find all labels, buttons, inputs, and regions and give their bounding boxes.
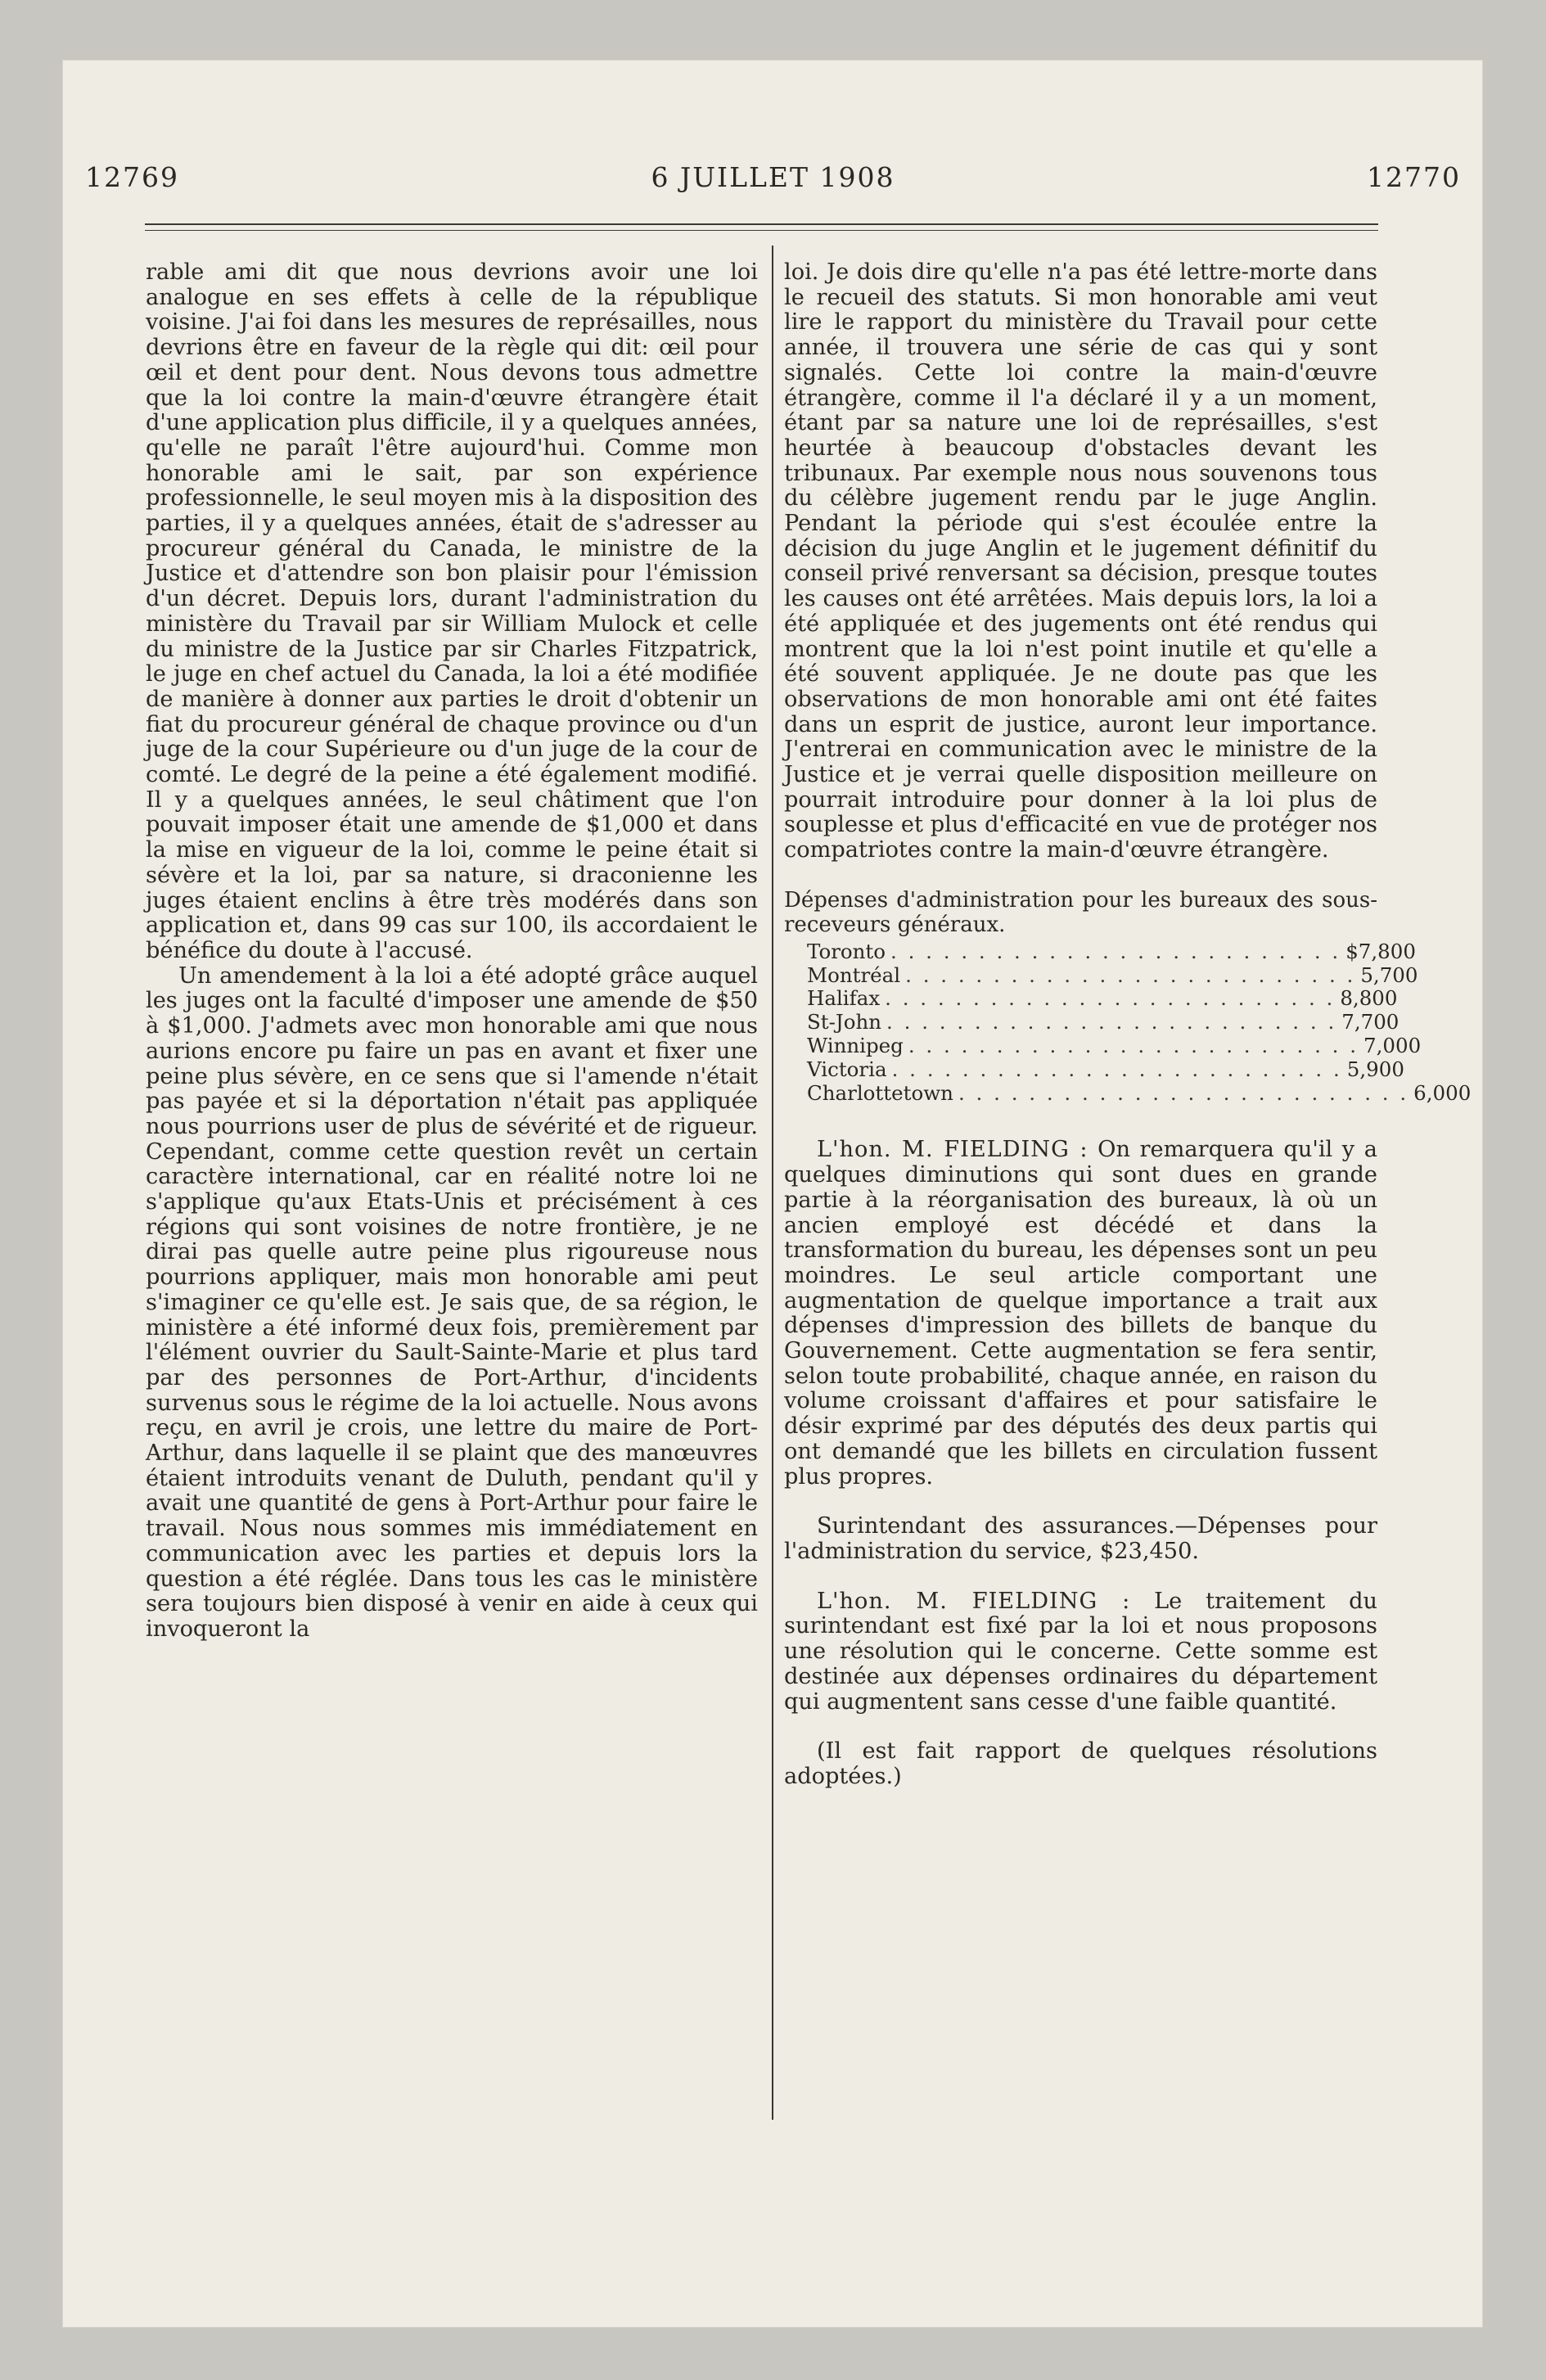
header-rule-thin: [145, 230, 1378, 231]
table-row: [807, 1010, 1400, 1034]
paragraph: Un amendement à la loi a été adopté grâce auquel les juges ont la faculté d'imposer une amende de $50 à $1,000. J'admets avec mon honorable ami que nous aurions encore pu faire un pas en avant et fixer une peine plus sévère, en ce sens que si l'amende n'était pas payée et si la déportation n'était pas appliquée nous pourrions user de plus de sévérité et de rigueur. Cependant, comme cette question revêt un certain caractère international, car en réalité notre loi ne s'applique qu'aux Etats-Unis et précisément à ces régions qui sont voisines de notre frontière, je ne dirai pas quelle autre peine plus rigoureuse nous pourrions appliquer, mais mon honorable ami peut s'imaginer ce qu'elle est. Je sais que, de sa région, le ministère a été informé deux fois, premièrement par l'élément ouvrier du Sault-Sainte-Marie et plus tard par des personnes de Port-Arthur, d'incidents survenus sous le régime de la loi actuelle. Nous avons reçu, en avril je crois, une lettre du maire de Port-Arthur, dans laquelle il se plaint que des manœuvres étaient introduits venant de Duluth, pendant qu'il y avait une quantité de gens à Port-Arthur pour faire le travail. Nous nous sommes mis immédiatement en communication avec les parties et depuis lors la question a été réglée. Dans tous les cas le ministère sera toujours bien disposé à venir en aide à ceux qui invoqueront la: [146, 962, 758, 1642]
speech-text: On remarquera qu'il y a quelques diminutions qui sont dues en grande partie à la réorganisation des bureaux, là où un ancien employé est décédé et dans la transformation du bureau, les dépenses sont un peu moindres. Le seul article comportant une augmentation de quelque importance a trait aux dépenses d'impression des billets de banque du Gouvernement. Cette augmentation se fera sentir, selon toute probabilité, chaque année, en raison du volume croissant d'affaires et pour satisfaire le désir exprimé par des députés des deux partis qui ont demandé que les billets en circulation fussent plus propres.: [784, 1137, 1377, 1490]
table-cell-amount: 7,700: [1341, 1010, 1400, 1034]
table-cell-amount: 8,800: [1340, 986, 1398, 1011]
table-row: [807, 1080, 1472, 1106]
right-column: [784, 259, 1472, 1790]
speaker-name: L'hon. M. FIELDING :: [817, 1588, 1131, 1614]
table-cell-amount: 6,000: [1413, 1080, 1472, 1105]
expenses-table: [807, 939, 1472, 1106]
paragraph: rable ami dit que nous devrions avoir une loi analogue en ses effets à celle de la république voisine. J'ai foi dans les mesures de représailles, nous devrions être en faveur de la règle qui dit: œil pour œil et dent pour dent. Nous devons tous admettre que la loi contre la main-d'œuvre étrangère était d'une application plus difficile, il y a quelques années, qu'elle ne paraît l'être aujourd'hui. Comme mon honorable ami le sait, par son expérience professionnelle, le seul moyen mis à la disposition des parties, il y a quelques années, était de s'adresser au procureur général du Canada, le ministre de la Justice et d'attendre son bon plaisir pour l'émission d'un décret. Depuis lors, durant l'administration du ministère du Travail par sir William Mulock et celle du ministre de la Justice par sir Charles Fitzpatrick, le juge en chef actuel du Canada, la loi a été modifiée de manière à donner aux parties le droit d'obtenir un fiat du procureur général de chaque province ou d'un juge de la cour Supérieure ou d'un juge de la cour de comté. Le degré de la peine a été également modifié. Il y a quelques années, le seul châtiment que l'on pouvait imposer était une amende de $1,000 et dans la mise en vigueur de la loi, comme le peine était si sévère et la loi, par sa nature, si draconienne les juges étaient enclins à être très modérés dans son application et, dans 99 cas sur 100, ils accordaient le bénéfice du doute à l'accusé.: [146, 259, 758, 963]
speech-text: Le traitement du surintendant est fixé par la loi et nous proposons une résolution qui le concerne. Cette somme est destinée aux dépenses ordinaires du département qui augmentent sans cesse d'une faible quantité.: [784, 1588, 1377, 1715]
leader-dots: . . . . . . . . . . . . . . . . . . . . . . . . . .: [905, 962, 1356, 987]
table-cell-city: St-John: [807, 1010, 882, 1034]
running-header: [85, 161, 1461, 201]
leader-dots: . . . . . . . . . . . . . . . . . . . . . . . . . .: [886, 1010, 1337, 1034]
speech-paragraph: [784, 1589, 1377, 1715]
leader-dots: . . . . . . . . . . . . . . . . . . . . . . . . . .: [885, 986, 1336, 1011]
page-date: 6 JUILLET 1908: [651, 161, 895, 193]
table-row: [807, 939, 1416, 964]
paragraph: loi. Je dois dire qu'elle n'a pas été lettre-morte dans le recueil des statuts. Si mon honorable ami veut lire le rapport du ministère du Travail pour cette année, il trouvera une série de cas qui y sont signalés. Cette loi contre la main-d'œuvre étrangère, comme il l'a déclaré il y a un moment, étant par sa nature une loi de représailles, s'est heurtée à beaucoup d'obstacles devant les tribunaux. Par exemple nous nous souvenons tous du célèbre jugement rendu par le juge Anglin. Pendant la période qui s'est écoulée entre la décision du juge Anglin et le jugement définitif du conseil privé renversant sa décision, presque toutes les causes ont été arrêtées. Mais depuis lors, la loi a été appliquée et des jugements ont été rendus qui montrent que la loi n'est point inutile et qu'elle a été souvent appliquée. Je ne doute pas que les observations de mon honorable ami ont été faites dans un esprit de justice, auront leur importance. J'entrerai en communication avec le ministre de la Justice et je verrai quelle disposition meilleure on pourrait introduire pour donner à la loi plus de souplesse et plus d'efficacité en vue de protéger nos compatriotes contre la main-d'œuvre étrangère.: [784, 259, 1377, 863]
table-cell-amount: 7,000: [1363, 1034, 1422, 1058]
section-heading: Surintendant des assurances.—Dépenses pour l'administration du service, $23,450.: [784, 1513, 1377, 1564]
table-cell-city: Victoria: [807, 1057, 887, 1081]
section-heading: Dépenses d'administration pour les bureaux des sous-receveurs généraux.: [784, 887, 1377, 937]
header-rule: [145, 223, 1378, 225]
speaker-name: L'hon. M. FIELDING :: [817, 1137, 1089, 1163]
leader-dots: . . . . . . . . . . . . . . . . . . . . . . . . . .: [958, 1080, 1409, 1105]
table-cell-amount: $7,800: [1345, 939, 1416, 963]
paragraph: (Il est fait rapport de quelques résolutions adoptées.): [784, 1738, 1377, 1789]
table-cell-amount: 5,900: [1346, 1057, 1404, 1081]
table-row: [807, 1057, 1404, 1082]
table-row: [807, 1034, 1422, 1058]
table-cell-city: Charlottetown: [807, 1080, 953, 1105]
left-column: [146, 260, 758, 1643]
page-number-right: 12770: [1367, 161, 1461, 193]
leader-dots: . . . . . . . . . . . . . . . . . . . . . . . . . .: [891, 1057, 1342, 1081]
column-divider: [772, 246, 773, 2120]
speech-paragraph: [784, 1138, 1377, 1490]
table-row: [807, 986, 1398, 1011]
table-row: [807, 962, 1418, 988]
table-cell-city: Toronto: [807, 939, 886, 963]
table-cell-city: Halifax: [807, 986, 881, 1011]
table-cell-city: Winnipeg: [807, 1034, 904, 1058]
page-number-left: 12769: [85, 161, 179, 193]
table-cell-city: Montréal: [807, 962, 901, 987]
leader-dots: . . . . . . . . . . . . . . . . . . . . . . . . . .: [890, 939, 1341, 963]
table-cell-amount: 5,700: [1360, 962, 1418, 987]
leader-dots: . . . . . . . . . . . . . . . . . . . . . . . . . .: [908, 1034, 1359, 1058]
